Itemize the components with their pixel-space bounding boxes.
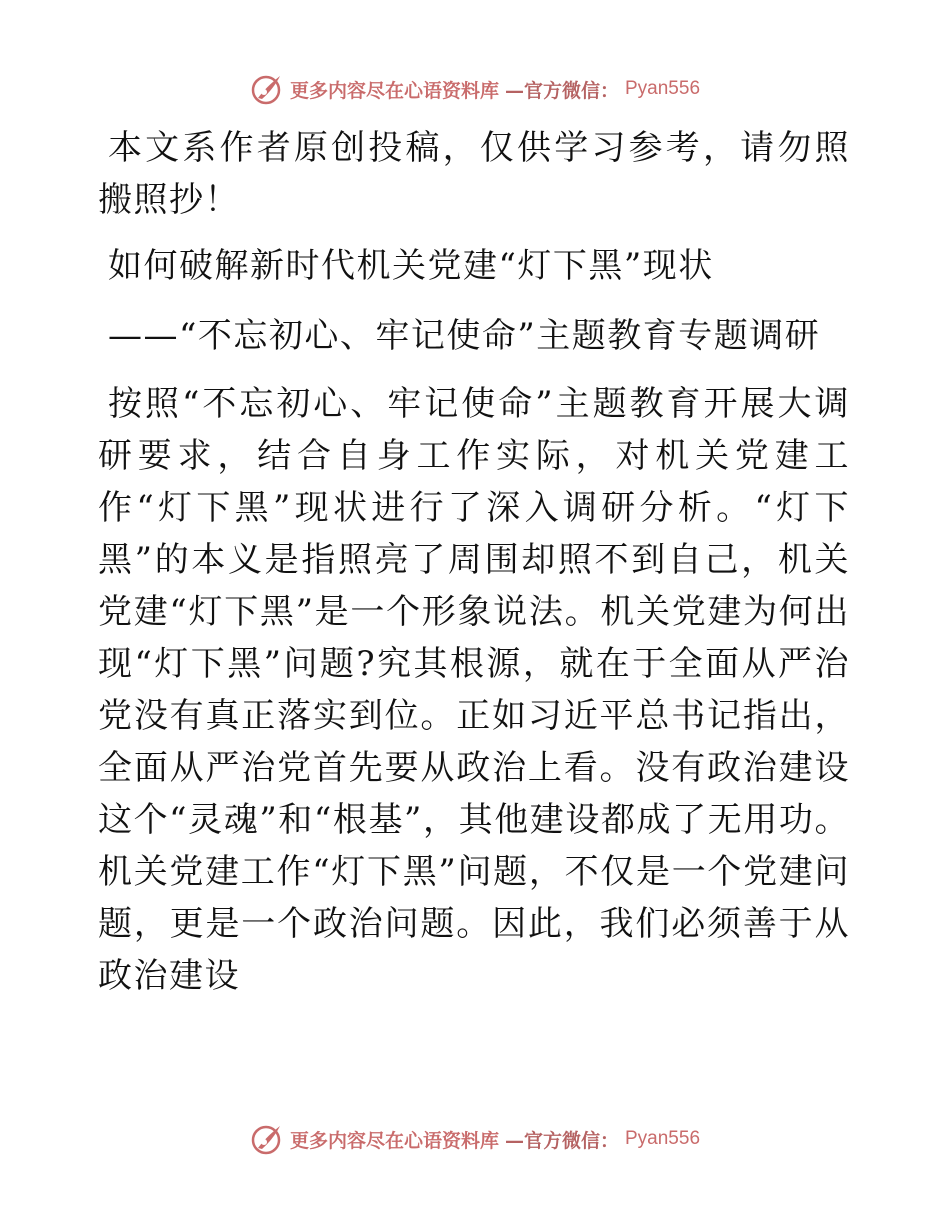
header-watermark <box>0 72 950 106</box>
watermark-text: 更多内容尽在心语资料库 <box>289 1129 499 1152</box>
document-subtitle: ——“不忘初心、牢记使命”主题教育专题调研 <box>108 316 821 356</box>
watermark-sub-text: —官方微信： <box>504 1129 619 1152</box>
quill-logo-icon <box>250 72 284 106</box>
watermark-handle: Pyan556 <box>625 78 701 99</box>
footer-watermark <box>0 1122 950 1156</box>
notice-paragraph: 本文系作者原创投稿，仅供学习参考，请勿照搬照抄！ <box>98 128 850 220</box>
document-body <box>98 122 850 1002</box>
document-title: 如何破解新时代机关党建“灯下黑”现状 <box>108 246 714 286</box>
watermark-sub-text: —官方微信： <box>504 79 619 102</box>
body-paragraph: 按照“不忘初心、牢记使命”主题教育开展大调研要求，结合自身工作实际，对机关党建工作“灯下黑”现状进行了深入调研分析。“灯下黑”的本义是指照亮了周围却照不到自己，机关党建“灯下黑”是一个形象说法。机关党建为何出现“灯下黑”问题?究其根源，就在于全面从严治党没有真正落实到位。正如习近平总书记指出，全面从严治党首先要从政治上看。没有政治建设这个“灵魂”和“根基”，其他建设都成了无用功。机关党建工作“灯下黑”问题，不仅是一个党建问题，更是一个政治问题。因此，我们必须善于从政治建设 <box>98 384 850 996</box>
watermark-handle: Pyan556 <box>625 1128 701 1149</box>
quill-logo-icon <box>250 1122 284 1156</box>
watermark-text: 更多内容尽在心语资料库 <box>289 79 499 102</box>
